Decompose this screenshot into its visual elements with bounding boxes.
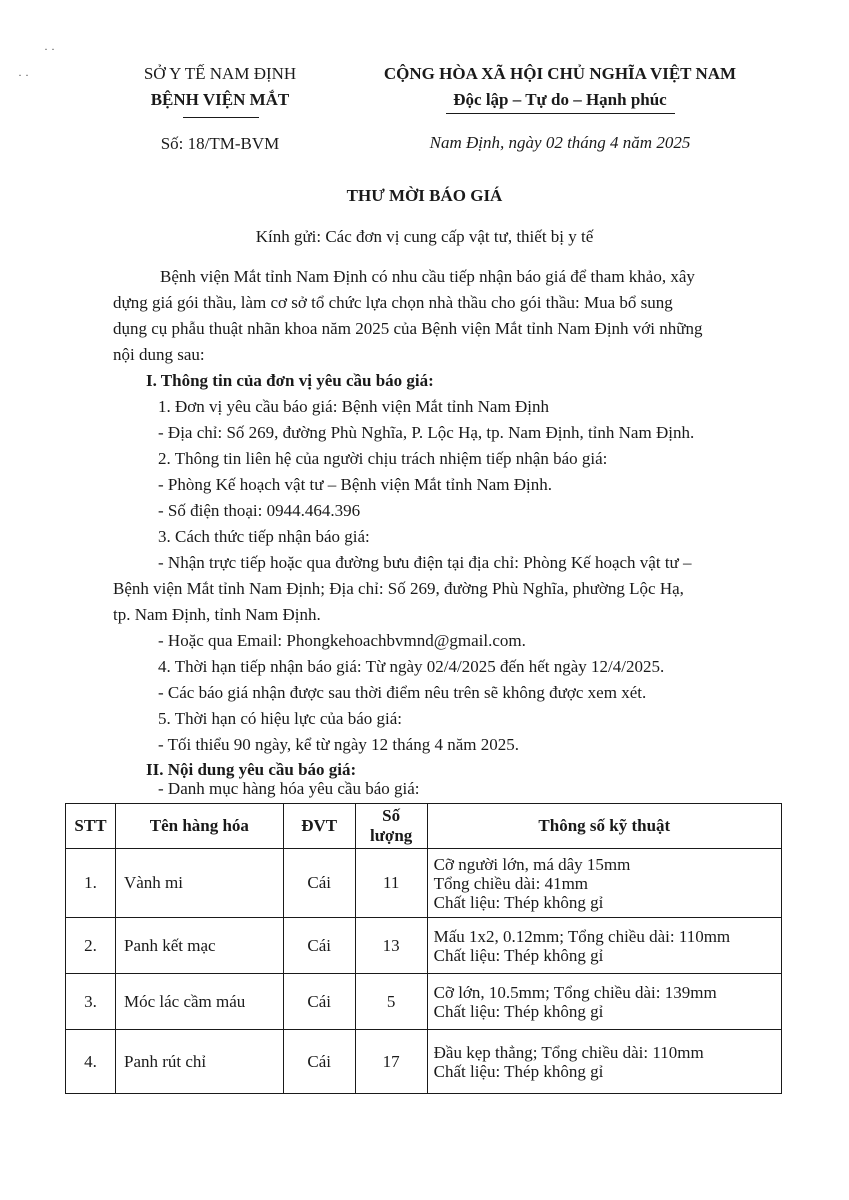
table-row (66, 849, 782, 918)
row-stt: 3. (66, 974, 116, 1030)
section-2-subline: - Danh mục hàng hóa yêu cầu báo giá: (158, 779, 420, 798)
date-line: Nam Định, ngày 02 tháng 4 năm 2025 (429, 133, 691, 152)
row-name: Vành mi (115, 849, 283, 918)
section-1-line: - Nhận trực tiếp hoặc qua đường bưu điện tại địa chỉ: Phòng Kế hoạch vật tư – (158, 553, 692, 572)
table-row (66, 1030, 782, 1094)
column-header-unit: ĐVT (283, 804, 355, 849)
section-1-line: - Số điện thoại: 0944.464.396 (158, 501, 361, 520)
intro-line: dụng cụ phẫu thuật nhãn khoa năm 2025 của Bệnh viện Mắt tỉnh Nam Định với những (113, 319, 703, 338)
column-header-quantity (355, 804, 427, 849)
row-spec (427, 918, 781, 974)
spec-line: Cỡ lớn, 10.5mm; Tổng chiều dài: 139mm (433, 982, 717, 1002)
section-1-line: - Địa chỉ: Số 269, đường Phù Nghĩa, P. Lộc Hạ, tp. Nam Định, tỉnh Nam Định. (158, 423, 695, 442)
section-1-line: 2. Thông tin liên hệ của người chịu trách nhiệm tiếp nhận báo giá: (158, 449, 608, 468)
recipient-line: Kính gửi: Các đơn vị cung cấp vật tư, thiết bị y tế (255, 227, 594, 246)
reference-number: Số: 18/TM-BVM (160, 134, 280, 153)
row-stt: 2. (66, 918, 116, 974)
document-title: THƯ MỜI BÁO GIÁ (346, 186, 503, 205)
table-row (66, 918, 782, 974)
scan-speck: · · (18, 68, 29, 82)
quantity-header-line: Số (382, 806, 401, 825)
goods-table (65, 803, 782, 1094)
section-1-line: - Phòng Kế hoạch vật tư – Bệnh viện Mắt tỉnh Nam Định. (158, 475, 553, 494)
section-1-line: - Các báo giá nhận được sau thời điểm nêu trên sẽ không được xem xét. (158, 683, 647, 702)
row-unit: Cái (283, 1030, 355, 1094)
quantity-header-line: lượng (369, 826, 413, 845)
row-unit: Cái (283, 849, 355, 918)
spec-line: Mấu 1x2, 0.12mm; Tổng chiều dài: 110mm (433, 926, 731, 946)
spec-line: Đầu kẹp thẳng; Tổng chiều dài: 110mm (433, 1042, 704, 1062)
table-header-row (66, 804, 782, 849)
spec-line: Chất liệu: Thép không gỉ (433, 1001, 604, 1021)
column-header-name: Tên hàng hóa (115, 804, 283, 849)
row-quantity: 17 (355, 1030, 427, 1094)
section-1-line: 5. Thời hạn có hiệu lực của báo giá: (158, 709, 403, 728)
section-1-line: 1. Đơn vị yêu cầu báo giá: Bệnh viện Mắt tỉnh Nam Định (158, 397, 549, 416)
department-name: SỞ Y TẾ NAM ĐỊNH (143, 64, 297, 83)
country-name: CỘNG HÒA XÃ HỘI CHỦ NGHĨA VIỆT NAM (383, 64, 737, 83)
scan-speck: · · (44, 42, 55, 56)
email-line: - Hoặc qua Email: Phongkehoachbvmnd@gmail.com. (158, 631, 526, 650)
row-name: Panh rút chỉ (115, 1030, 283, 1094)
spec-line: Cỡ người lớn, má dây 15mm (433, 854, 631, 874)
row-spec (427, 974, 781, 1030)
row-stt: 1. (66, 849, 116, 918)
section-1-wrap-line: Bệnh viện Mắt tỉnh Nam Định; Địa chỉ: Số 269, đường Phù Nghĩa, phường Lộc Hạ, (113, 579, 684, 598)
column-header-stt: STT (66, 804, 116, 849)
intro-line: dựng giá gói thầu, làm cơ sở tổ chức lựa chọn nhà thầu cho gói thầu: Mua bổ sung (113, 293, 673, 312)
spec-line: Chất liệu: Thép không gỉ (433, 945, 604, 965)
row-quantity: 5 (355, 974, 427, 1030)
motto-underline (446, 113, 675, 114)
row-quantity: 13 (355, 918, 427, 974)
column-header-spec: Thông số kỹ thuật (427, 804, 781, 849)
section-1-wrap-line: tp. Nam Định, tỉnh Nam Định. (113, 605, 321, 624)
spec-line: Tổng chiều dài: 41mm (433, 873, 589, 893)
section-1-heading: I. Thông tin của đơn vị yêu cầu báo giá: (146, 371, 434, 390)
section-1-line: 4. Thời hạn tiếp nhận báo giá: Từ ngày 02/4/2025 đến hết ngày 12/4/2025. (158, 657, 665, 676)
section-2-heading: II. Nội dung yêu cầu báo giá: (146, 760, 357, 779)
section-1-line: - Tối thiểu 90 ngày, kể từ ngày 12 tháng 4 năm 2025. (158, 735, 519, 754)
row-unit: Cái (283, 918, 355, 974)
row-name: Móc lác cầm máu (115, 974, 283, 1030)
row-spec (427, 849, 781, 918)
row-unit: Cái (283, 974, 355, 1030)
table-row (66, 974, 782, 1030)
section-1-line: 3. Cách thức tiếp nhận báo giá: (158, 527, 370, 546)
national-motto: Độc lập – Tự do – Hạnh phúc (453, 90, 667, 109)
spec-line: Chất liệu: Thép không gỉ (433, 1061, 604, 1081)
row-stt: 4. (66, 1030, 116, 1094)
hospital-underline (183, 117, 259, 118)
intro-line: nội dung sau: (113, 345, 205, 364)
row-spec (427, 1030, 781, 1094)
hospital-name: BỆNH VIỆN MẮT (150, 90, 290, 109)
intro-line: Bệnh viện Mắt tỉnh Nam Định có nhu cầu tiếp nhận báo giá để tham khảo, xây (160, 267, 695, 286)
row-name: Panh kết mạc (115, 918, 283, 974)
row-quantity: 11 (355, 849, 427, 918)
spec-line: Chất liệu: Thép không gỉ (433, 892, 604, 912)
